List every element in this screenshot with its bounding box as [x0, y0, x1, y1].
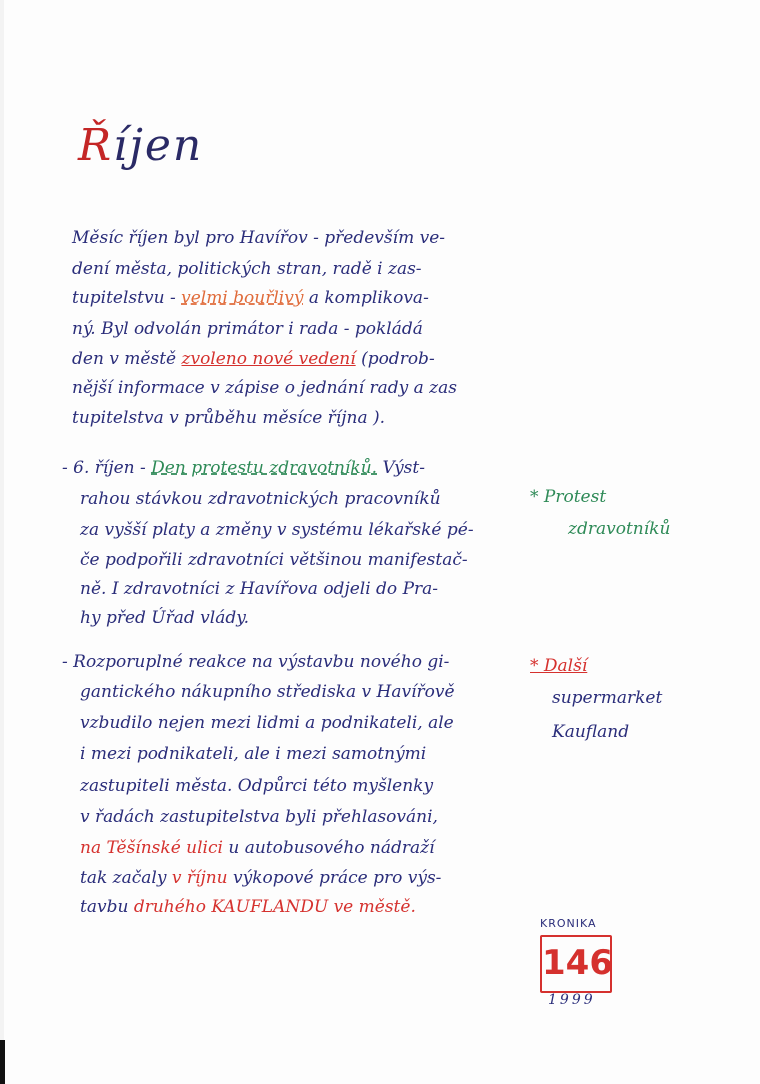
kaufland-line: gantického nákupního střediska v Havířově [80, 682, 455, 702]
margin-note-protest [530, 487, 670, 539]
note-line: supermarket [552, 688, 663, 708]
intro-line: tupitelstva v průběhu měsíce října ). [72, 408, 386, 428]
intro-text: den v městě [72, 349, 177, 369]
title-rest: íjen [113, 120, 204, 171]
protest-line: če podpořili zdravotníci většinou manifestač- [80, 550, 468, 570]
protest-line: ně. I zdravotníci z Havířova odjeli do Pra- [80, 579, 439, 599]
intro-text: tupitelstvu - [72, 288, 176, 308]
highlight-second-kaufland: druhého KAUFLANDU ve městě. [133, 897, 416, 917]
intro-line [72, 349, 435, 369]
kaufland-line [80, 838, 435, 858]
intro-line: Měsíc říjen byl pro Havířov - především ve- [72, 228, 446, 248]
kaufland-line: v řadách zastupitelstva byli přehlasováni, [80, 807, 438, 827]
highlight-october: v říjnu [171, 868, 228, 888]
note-line: Kaufland [552, 722, 630, 742]
kaufland-text: tak začaly [80, 868, 167, 888]
kaufland-line: zastupiteli města. Odpůrci této myšlenky [80, 776, 434, 796]
page-number-stamp [540, 935, 612, 993]
stamp-label: KRONIKA [540, 917, 597, 930]
stamp-year: 1999 [548, 992, 596, 1008]
protest-line: za vyšší platy a změny v systému lékařské pé- [80, 520, 474, 540]
intro-text: (podrob- [361, 349, 435, 369]
intro-line [72, 288, 429, 308]
highlight-protest-day: Den protestu zdravotníků. [151, 458, 378, 478]
kaufland-line: - Rozporuplné reakce na výstavbu nového gi- [62, 652, 450, 672]
kaufland-line: i mezi podnikateli, ale i mezi samotnými [80, 744, 427, 764]
protest-text: Výst- [382, 458, 425, 478]
kaufland-text: výkopové práce pro výs- [233, 868, 442, 888]
scan-edge [0, 0, 4, 1084]
kaufland-line: vzbudilo nejen mezi lidmi a podnikateli, ale [80, 713, 454, 733]
kaufland-text: tavbu [80, 897, 129, 917]
highlight-new-leadership: zvoleno nové vedení [181, 349, 356, 369]
margin-note-kaufland [530, 656, 662, 742]
page-title [78, 120, 203, 171]
intro-line: dení města, politických stran, radě i zas- [72, 259, 422, 279]
intro-line: nější informace v zápise o jednání rady a zas [72, 378, 457, 398]
kaufland-line [80, 897, 416, 917]
protest-line: rahou stávkou zdravotnických pracovníků [80, 489, 441, 509]
highlight-turbulent: velmi bouřlivý [181, 288, 304, 308]
title-initial: Ř [78, 120, 114, 171]
protest-line [62, 458, 425, 478]
note-line: * Další [530, 656, 588, 676]
intro-line: ný. Byl odvolán primátor i rada - pokládá [72, 319, 423, 339]
note-line: * Protest [530, 487, 607, 507]
page-number: 146 [542, 943, 613, 983]
note-line: zdravotníků [568, 519, 671, 539]
protest-line: hy před Úřad vlády. [80, 608, 249, 628]
intro-text: a komplikova- [308, 288, 429, 308]
highlight-street: na Těšínské ulici [80, 838, 223, 858]
kaufland-line [80, 868, 441, 888]
binding-mark [0, 1040, 5, 1084]
kaufland-text: u autobusového nádraží [228, 838, 435, 858]
protest-date: - 6. říjen - [62, 458, 146, 478]
